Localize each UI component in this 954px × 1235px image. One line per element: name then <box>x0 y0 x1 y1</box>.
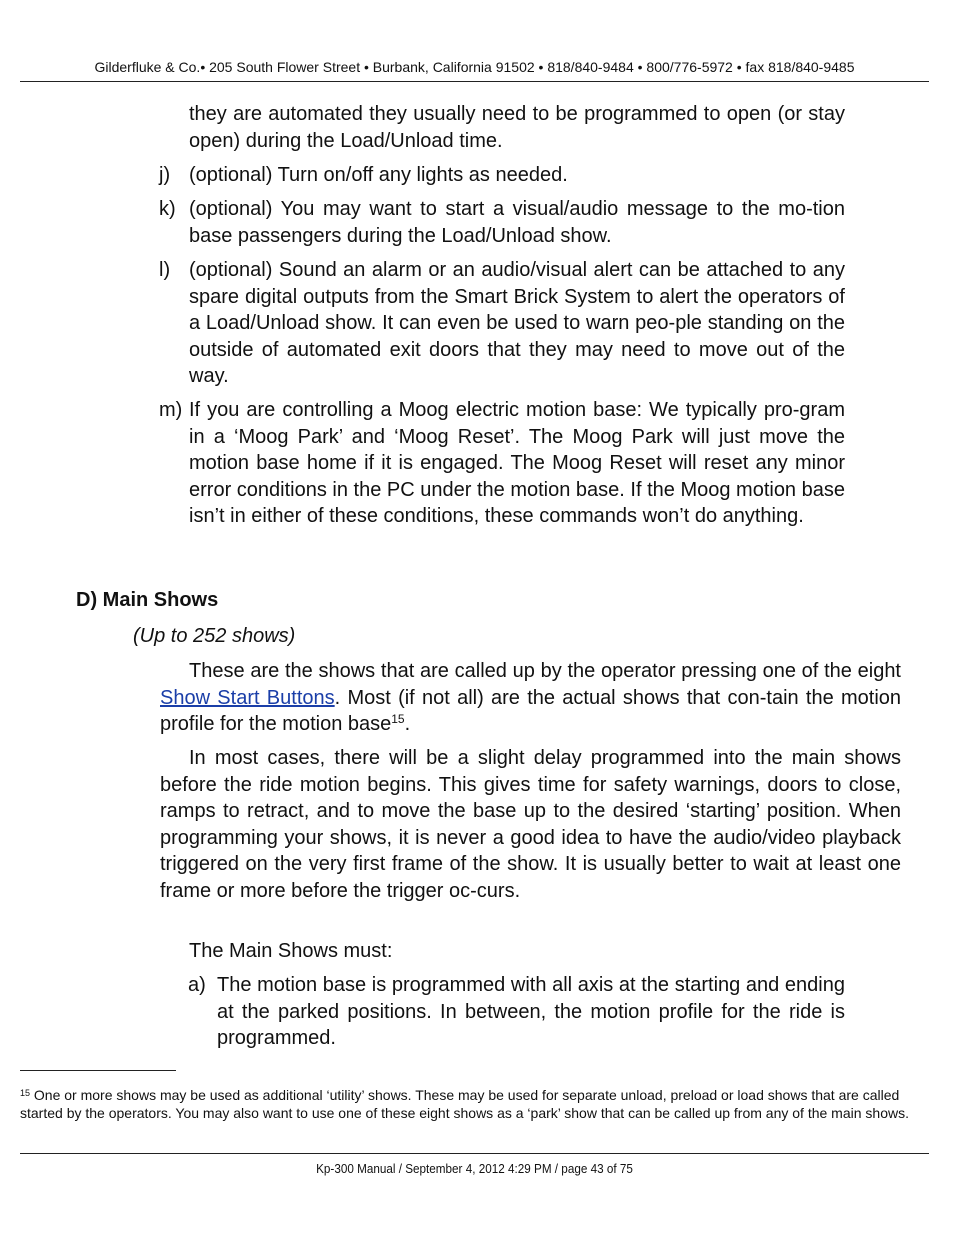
paragraph-text: . <box>404 713 411 735</box>
list-item-text: (optional) You may want to start a visual/audio message to the mo-tion base passengers during the Load/Unload show. <box>189 198 845 247</box>
list-item-text: (optional) Turn on/off any lights as needed. <box>189 164 568 186</box>
list-item-text: The motion base is programmed with all axis at the starting and ending at the parked positions. In between, the motion profile for the ride is programmed. <box>217 974 845 1049</box>
paragraph-text: . Most (if not all) are the actual shows that con-tain the motion profile for the motion base <box>160 686 902 735</box>
footnote-number: 15 <box>20 1088 31 1098</box>
section-heading: D) Main Shows <box>76 589 219 611</box>
section-subtitle: (Up to 252 shows) <box>133 625 296 647</box>
list-item-l <box>159 257 845 390</box>
page-header: Gilderfluke & Co.• 205 South Flower Street • Burbank, California 91502 • 818/840-9484 • 800/776-5972 • fax 818/840-9485 <box>94 59 855 75</box>
list-item-text: If you are controlling a Moog electric motion base: We typically pro-gram in a ‘Moog Park’ and ‘Moog Reset’. The Moog Park will just move the motion base home if it is engaged. The Moog Reset will reset any minor error conditions in the PC under the motion base. If the Moog motion base isn’t in either of these conditions, these commands won’t do anything. <box>189 399 845 527</box>
main-shows-paragraph-1 <box>160 658 901 738</box>
list-item-k <box>159 196 845 249</box>
list-item-label: m) <box>159 399 183 421</box>
list-item-label: j) <box>159 164 171 186</box>
sub-list-item-a <box>188 972 845 1052</box>
footer-rule <box>20 1153 929 1154</box>
main-shows-paragraph-3: The Main Shows must: <box>189 940 393 962</box>
footnote <box>20 1086 932 1122</box>
main-shows-paragraph-2: In most cases, there will be a slight delay programmed into the main shows before the ride motion begins. This gives time for safety warnings, doors to close, ramps to retract, and to move the base up to the desired ‘starting’ position. When programming your shows, it is never a good idea to have the audio/video playback triggered on the very first frame of the show. It is usually better to wait at least one frame or more before the trigger oc-curs. <box>160 747 901 902</box>
list-item-j <box>159 162 845 189</box>
list-item-label: a) <box>188 974 206 996</box>
list-item-label: l) <box>159 259 171 281</box>
footnote-reference: 15 <box>391 712 405 726</box>
continued-paragraph: they are automated they usually need to be programmed to open (or stay open) during the Load/Unload time. <box>189 103 845 152</box>
footnote-rule <box>20 1070 176 1071</box>
list-item-m <box>159 397 845 530</box>
footnote-text: One or more shows may be used as additional ‘utility’ shows. These may be used for separate unload, preload or load shows that are called started by the operators. You may also want to use one of these eight shows as a ‘park’ show that can be called up from any of the main shows. <box>20 1087 909 1121</box>
list-item-label: k) <box>159 198 176 220</box>
paragraph-text: These are the shows that are called up by the operator pressing one of the eight <box>189 660 901 682</box>
header-rule <box>20 81 929 82</box>
page-footer: Kp-300 Manual / September 4, 2012 4:29 PM / page 43 of 75 <box>316 1161 633 1176</box>
show-start-buttons-link[interactable]: Show Start Buttons <box>160 686 335 709</box>
list-item-text: (optional) Sound an alarm or an audio/visual alert can be attached to any spare digital outputs from the Smart Brick System to alert the operators of a Load/Unload show. It can even be used to warn peo-ple standing on the outside of automated exit doors that they may need to move out of the way. <box>189 259 845 387</box>
